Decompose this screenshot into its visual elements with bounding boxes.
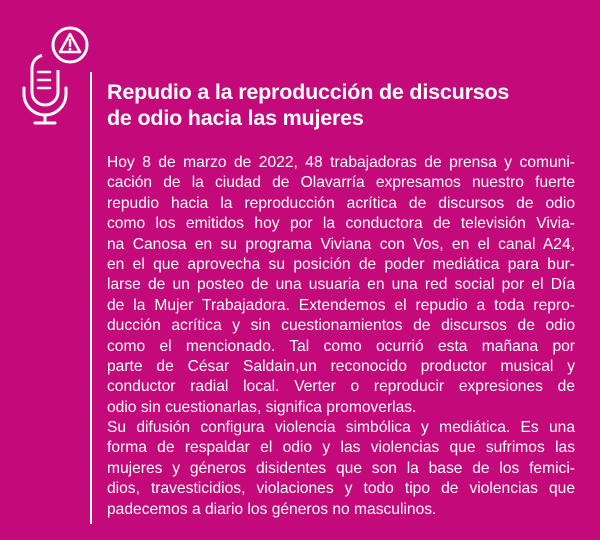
page-title — [107, 79, 547, 131]
statement-body — [107, 153, 575, 520]
warning-icon — [53, 28, 87, 62]
body-line: larse de un posteo de una usuaria en una red social por el Día — [107, 276, 575, 294]
body-line: repudio hacia la reproducción acrítica de discursos de odio — [107, 194, 575, 212]
body-line: en el que aprovecha su posición de poder mediática para bur- — [107, 255, 575, 273]
title-line: de odio hacia las mujeres — [107, 106, 364, 130]
body-line: mujeres y géneros disidentes que son la base de los femici- — [107, 459, 575, 477]
title-line: Repudio a la reproducción de discursos — [107, 80, 510, 104]
body-line: conductor radial local. Verter o reproducir expresiones de — [107, 378, 575, 396]
microphone-icon — [18, 20, 98, 130]
body-line: de la Mujer Trabajadora. Extendemos el repudio a toda repro- — [107, 296, 575, 314]
body-line: dios, travesticidios, violaciones y todo tipo de violencias que — [107, 480, 575, 498]
body-line: ducción acrítica y sin cuestionamientos de discursos de odio — [107, 317, 575, 335]
body-line: na Canosa en su programa Viviana con Vos, en el canal A24, — [107, 235, 575, 253]
body-line: forma de respaldar el odio y las violencias que sufrimos las — [107, 439, 575, 457]
body-line: odio sin cuestionarlas, significa promoverlas. — [107, 398, 417, 416]
divider-line — [90, 72, 92, 524]
body-line: cación de la ciudad de Olavarría expresamos nuestro fuerte — [107, 174, 575, 192]
body-line: padecemos a diario los géneros no masculinos. — [107, 500, 437, 518]
body-line: Su difusión configura violencia simbólica y mediática. Es una — [107, 419, 575, 437]
microphone-warning-icon — [18, 20, 98, 130]
body-line: como el mencionado. Tal como ocurrió esta mañana por — [107, 337, 575, 355]
body-line: parte de César Saldain,un reconocido productor musical y — [107, 357, 575, 375]
body-line: Hoy 8 de marzo de 2022, 48 trabajadoras de prensa y comuni- — [107, 154, 575, 171]
body-line: como los emitidos hoy por la conductora de televisión Vivia- — [107, 215, 575, 233]
